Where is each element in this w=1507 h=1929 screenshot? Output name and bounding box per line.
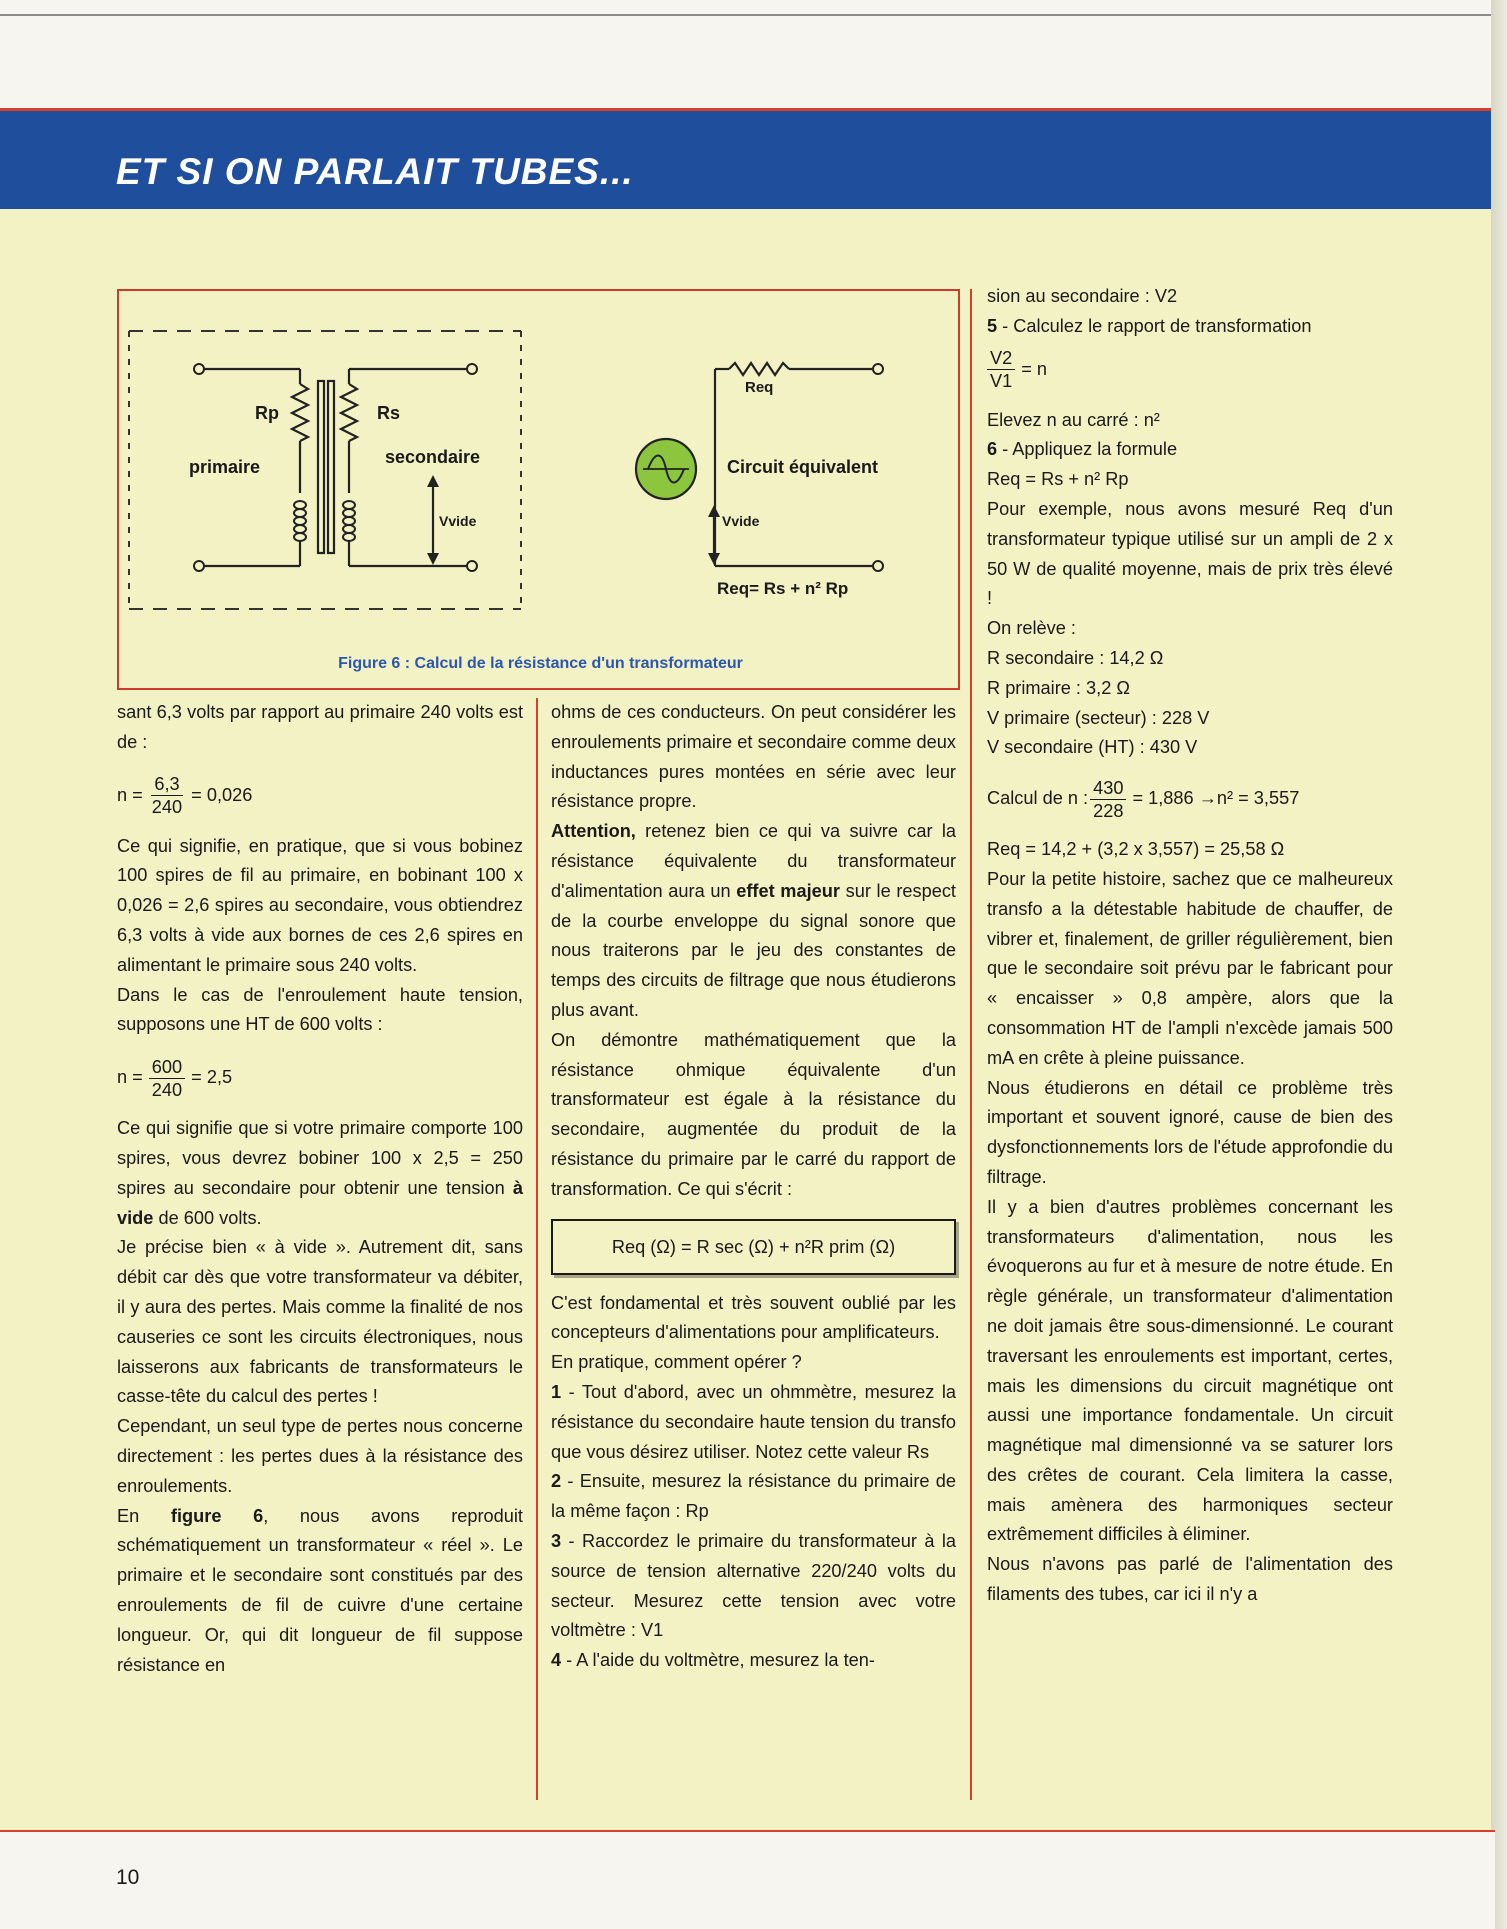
section-header xyxy=(0,111,1495,209)
step-5: 5 - Calculez le rapport de transformation xyxy=(987,315,1312,336)
step-3: 3 - Raccordez le primaire du transformateur à la source de tension alternative 220/240 volts du secteur. Mesurez cette tension avec votre voltmètre : V1 xyxy=(551,1530,956,1641)
figure-caption: Figure 6 : Calcul de la résistance d'un transformateur xyxy=(338,655,743,672)
paragraph: On démontre mathématiquement que la résistance ohmique équivalente d'un transformateur est égale à la résistance du secondaire, augmentée du produit de la résistance du primaire par le carré du rapport de transformation. Ce qui s'écrit : xyxy=(551,1029,956,1199)
column-divider-2 xyxy=(970,289,972,1800)
paragraph: Req = 14,2 + (3,2 x 3,557) = 25,58 Ω xyxy=(987,839,1285,860)
paragraph: Nous étudierons en détail ce problème très important et souvent ignoré, cause de bien des dysfonctionnements lors de l'étude approfondie du filtrage. xyxy=(987,1077,1393,1187)
step-4: 4 - A l'aide du voltmètre, mesurez la ten- xyxy=(551,1650,875,1671)
fraction-denominator: 240 xyxy=(151,797,183,818)
formula-rhs: = n xyxy=(1021,358,1048,379)
transformer-diagram xyxy=(119,291,962,692)
label-rp: Rp xyxy=(255,403,279,423)
paragraph: Nous n'avons pas parlé de l'alimentation des filaments des tubes, car ici il n'y a xyxy=(987,1554,1393,1605)
page-number: 10 xyxy=(116,1866,140,1889)
formula-n-filament xyxy=(117,766,523,826)
fraction-denominator: 240 xyxy=(151,1079,183,1100)
label-equation: Req= Rs + n² Rp xyxy=(717,579,849,598)
fraction-denominator: 228 xyxy=(1093,800,1124,821)
label-circuit-equivalent: Circuit équivalent xyxy=(727,457,879,477)
paragraph: Req = Rs + n² Rp xyxy=(987,469,1129,490)
formula-rhs: = 1,886 →n² = 3,557 xyxy=(1132,788,1300,809)
paragraph: ohms de ces conducteurs. On peut considérer les enroulements primaire et secondaire comme deux inductances pures montées en série avec leur résistance propre. xyxy=(551,702,956,812)
paragraph: Cependant, un seul type de pertes nous concerne directement : les pertes dues à la résistance des enroulements. xyxy=(117,1416,523,1496)
column-2 xyxy=(551,698,956,1676)
paragraph: sion au secondaire : V2 xyxy=(987,286,1178,306)
paragraph: Je précise bien « à vide ». Autrement dit, sans débit car dès que votre transformateur va débiter, il y aura des pertes. Mais comme la finalité de nos causeries ce sont les circuits électroniques, nous laisserons aux fabricants de transformateurs le casse-tête du calcul des pertes ! xyxy=(117,1237,523,1407)
formula-calcul-n xyxy=(987,769,1393,829)
step-6: 6 - Appliquez la formule xyxy=(987,439,1178,460)
label-secondaire: secondaire xyxy=(385,447,481,467)
section-title: ET SI ON PARLAIT TUBES... xyxy=(116,151,634,192)
formula-n-ht xyxy=(117,1048,523,1108)
paragraph: Pour la petite histoire, sachez que ce malheureux transfo a la détestable habitude de chauffer, de vibrer et, finalement, de griller régulièrement, bien que le secondaire soit prévu par le fabricant pour « encaisser » 0,8 ampère, alors que la consommation HT de l'ampli n'excède jamais 500 mA en crête à pleine puissance. xyxy=(987,868,1393,1068)
formula-lhs: n = xyxy=(117,1067,143,1088)
fraction-numerator: 430 xyxy=(1090,777,1126,800)
top-strip xyxy=(0,0,1507,108)
fraction-numerator: 600 xyxy=(149,1056,185,1079)
paragraph: Ce qui signifie que si votre primaire comporte 100 spires, vous devrez bobiner 100 x 2,5 = 250 spires au secondaire pour obtenir une tension à vide de 600 volts. xyxy=(117,1118,523,1228)
measurement: V secondaire (HT) : 430 V xyxy=(987,737,1198,758)
paragraph: Pour exemple, nous avons mesuré Req d'un transformateur typique utilisé sur un ampli de 2 x 50 W de qualité moyenne, mais de prix très élevé ! xyxy=(987,498,1393,609)
figure-6 xyxy=(117,289,960,690)
formula-rhs: = 0,026 xyxy=(191,784,253,805)
label-rs: Rs xyxy=(377,403,401,423)
top-rule xyxy=(0,14,1507,16)
label-vvide-right: Vvide xyxy=(722,513,760,529)
formula-ratio xyxy=(987,342,1393,398)
paragraph: Elevez n au carré : n² xyxy=(987,409,1160,430)
step-1: 1 - Tout d'abord, avec un ohmmètre, mesurez la résistance du secondaire haute tension du transfo que vous désirez utiliser. Notez cette valeur Rs xyxy=(551,1381,956,1462)
footer xyxy=(0,1832,1495,1929)
step-2: 2 - Ensuite, mesurez la résistance du primaire de la même façon : Rp xyxy=(551,1471,956,1522)
measurement: R primaire : 3,2 Ω xyxy=(987,677,1130,698)
paragraph: sant 6,3 volts par rapport au primaire 240 volts est de : xyxy=(117,702,523,752)
paragraph: En pratique, comment opérer ? xyxy=(551,1352,802,1373)
paragraph: Ce qui signifie, en pratique, que si vous bobinez 100 spires de fil au primaire, en bobinant 100 x 0,026 = 2,6 spires au secondaire, vous obtiendrez 6,3 volts à vide aux bornes de ces 2,6 spires en alimentant le primaire sous 240 volts. xyxy=(117,835,523,975)
measurement: V primaire (secteur) : 228 V xyxy=(987,707,1210,728)
paragraph: Dans le cas de l'enroulement haute tension, supposons une HT de 600 volts : xyxy=(117,984,523,1035)
req-formula-box: Req (Ω) = R sec (Ω) + n²R prim (Ω) xyxy=(551,1219,956,1275)
paragraph: C'est fondamental et très souvent oublié par les concepteurs d'alimentations pour amplificateurs. xyxy=(551,1292,956,1343)
column-divider-1 xyxy=(536,698,538,1800)
fraction-numerator: V2 xyxy=(987,347,1015,370)
page-edge xyxy=(1491,0,1507,1929)
column-3 xyxy=(987,282,1393,1610)
paragraph: Il y a bien d'autres problèmes concernant les transformateurs d'alimentation, nous les évoquerons au fur et à mesure de notre étude. En règle générale, un transformateur d'alimentation ne doit jamais être sous-dimensionné. Le courant traversant les enroulements est important, certes, mais les dimensions du circuit magnétique ont aussi une importance fondamentale. Un circuit magnétique mal dimensionné va se saturer lors des crêtes de courant. Cela limitera la casse, mais amènera des harmoniques secteur extrêmement difficiles à éliminer. xyxy=(987,1196,1393,1545)
label-primaire: primaire xyxy=(189,457,261,477)
paragraph: On relève : xyxy=(987,618,1076,639)
column-1 xyxy=(117,698,523,1680)
measurement: R secondaire : 14,2 Ω xyxy=(987,647,1164,668)
formula-rhs: = 2,5 xyxy=(191,1067,233,1088)
formula-lhs: Calcul de n : xyxy=(987,788,1089,809)
label-req: Req xyxy=(745,379,774,396)
fraction-numerator: 6,3 xyxy=(151,773,182,796)
fraction-denominator: V1 xyxy=(990,371,1013,392)
formula-lhs: n = xyxy=(117,784,143,805)
paragraph: En figure 6, nous avons reproduit schématiquement un transformateur « réel ». Le primaire et le secondaire sont constitués par des enroulements de fil de cuivre d'une certaine longueur. Or, qui dit longueur de fil suppose résistance en xyxy=(117,1505,523,1675)
label-vvide-left: Vvide xyxy=(439,513,477,529)
paragraph: Attention, retenez bien ce qui va suivre car la résistance équivalente du transformateur d'alimentation aura un effet majeur sur le respect de la courbe enveloppe du signal sonore que nous traiterons par le jeu des constantes de temps des circuits de filtrage que nous étudierons plus avant. xyxy=(551,821,956,1020)
